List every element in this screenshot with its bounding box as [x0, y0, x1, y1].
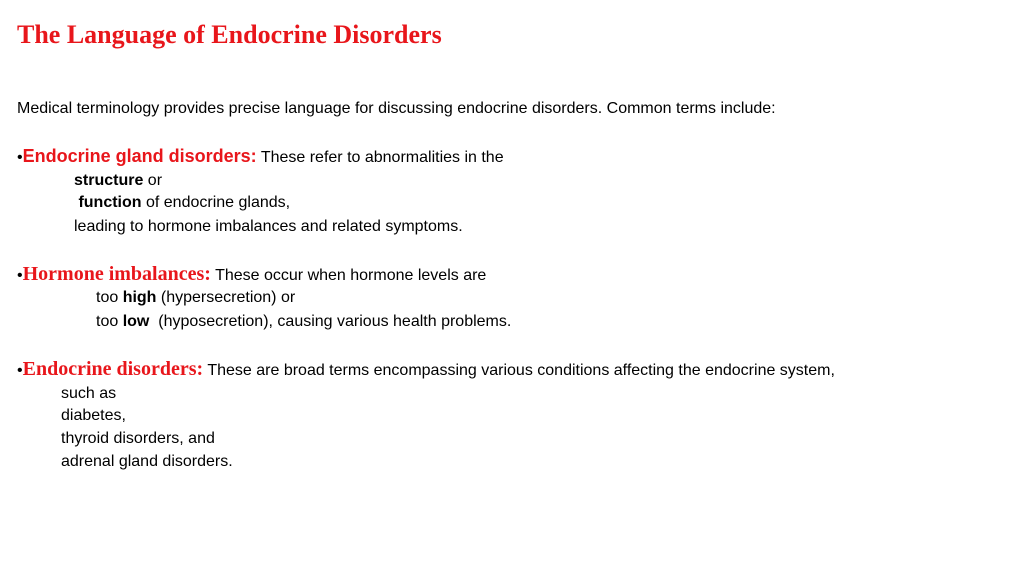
bullet-lead-text: These refer to abnormalities in the — [256, 149, 504, 166]
bullet-continuation-line: thyroid disorders, and — [61, 430, 215, 447]
emphasis-high: high — [122, 289, 157, 306]
bullet-continuation-line — [96, 312, 511, 332]
continuation-text: (hypersecretion) or — [156, 289, 296, 306]
bullet-continuation-line: adrenal gland disorders. — [61, 453, 233, 470]
bullet-endocrine-disorders — [17, 359, 835, 381]
bullet-endocrine-gland-disorders — [17, 146, 504, 168]
emphasis-low: low — [122, 313, 150, 330]
bullet-marker: • — [17, 149, 23, 166]
intro-paragraph: Medical terminology provides precise language for discussing endocrine disorders. Common terms include: — [17, 100, 776, 117]
continuation-text: of endocrine glands, — [141, 194, 291, 211]
bullet-continuation-line: leading to hormone imbalances and related symptoms. — [74, 218, 463, 235]
emphasis-structure: structure — [74, 172, 144, 189]
bullet-lead-text: These are broad terms encompassing various conditions affecting the endocrine system, — [203, 362, 835, 379]
continuation-text: (hyposecretion), causing various health problems. — [149, 313, 512, 330]
emphasis-function: function — [78, 194, 142, 211]
bullet-marker: • — [17, 362, 23, 379]
continuation-text: too — [96, 289, 123, 306]
bullet-continuation-line: diabetes, — [61, 407, 126, 424]
bullet-lead-text: These occur when hormone levels are — [210, 267, 487, 284]
term-endocrine-disorders: Endocrine disorders: — [22, 358, 204, 380]
continuation-text: too — [96, 313, 123, 330]
continuation-text: or — [143, 172, 163, 189]
term-endocrine-gland-disorders: Endocrine gland disorders: — [22, 146, 257, 166]
slide-title: The Language of Endocrine Disorders — [17, 20, 442, 49]
bullet-continuation-line — [96, 288, 295, 308]
bullet-marker: • — [17, 267, 23, 284]
bullet-hormone-imbalances — [17, 264, 486, 286]
term-hormone-imbalances: Hormone imbalances: — [22, 263, 211, 285]
bullet-continuation-line — [74, 193, 290, 213]
bullet-continuation-line: such as — [61, 385, 117, 402]
bullet-continuation-line — [74, 171, 162, 191]
